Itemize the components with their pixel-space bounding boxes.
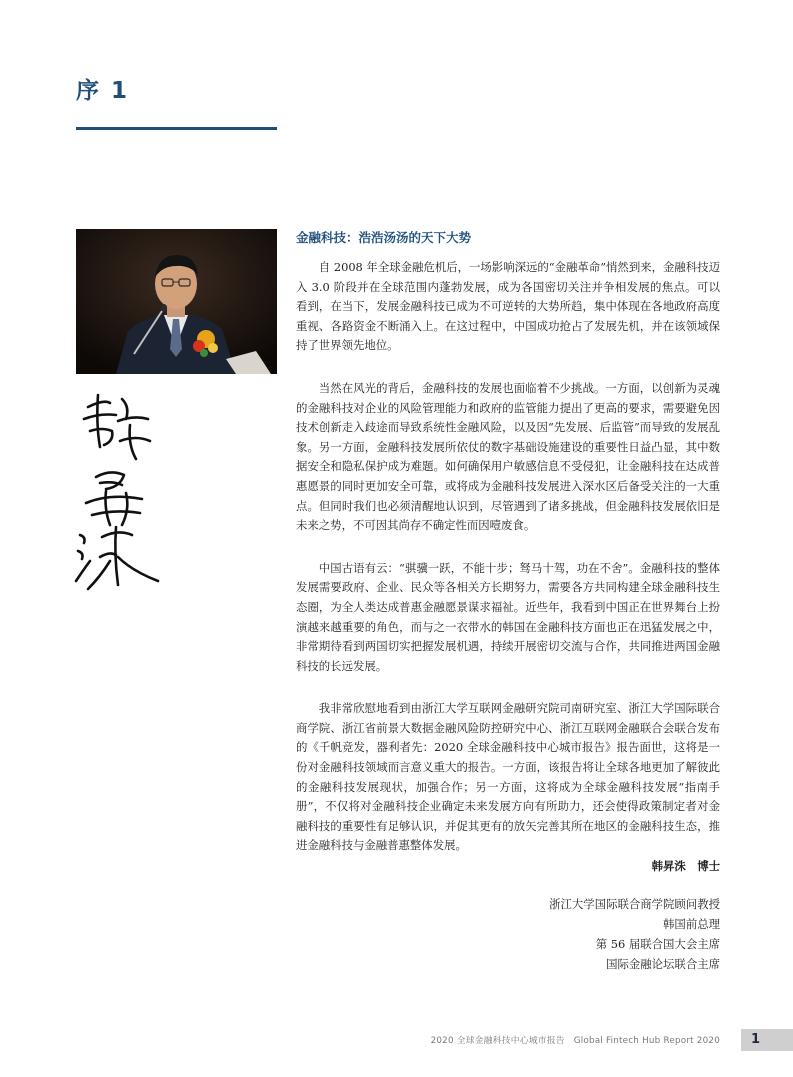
title-underline <box>76 127 277 130</box>
author-signature-block <box>549 858 720 974</box>
page-number: 1 <box>741 1029 793 1051</box>
author-title-3: 第 56 届联合国大会主席 <box>595 937 720 951</box>
author-title-2: 韩国前总理 <box>663 917 720 931</box>
paragraph-4: 我非常欣慰地看到由浙江大学互联网金融研究院司南研究室、浙江大学国际联合商学院、浙江省前景大数据金融风险防控研究中心、浙江互联网金融联合会联合发布的《千帆竞发，器利者先：2020 全球金融科技中心城市报告》报告面世，这将是一份对金融科技领域而言意义重大的报告。一方面，该报告将让全球各地更加了解彼此的金融科技发展现状，加强合作；另一方面，这将成为全球金融科技发展“指南手册”，不仅将对金融科技企业确定未来发展方向有所助力，还会使得政策制定者对金融科技的重要性有足够认识，并促其更有的放矢完善其所在地区的金融科技生态，推进金融科技与金融普惠整体发展。 <box>296 701 720 853</box>
author-name: 韩昇洙 博士 <box>651 859 720 873</box>
paragraph-1: 自 2008 年全球金融危机后，一场影响深远的“金融革命”悄然到来，金融科技迈入 3.0 阶段并在全球范围内蓬勃发展，成为各国密切关注并争相发展的焦点。可以看到，在当下，发展金融科技已成为不可逆转的大势所趋，集中体现在各地政府高度重视、各路资金不断涌入上。在这过程中，中国成功抢占了发展先机，并在该领域保持了世界领先地位。 <box>296 260 720 353</box>
author-title-1: 浙江大学国际联合商学院顾问教授 <box>549 897 720 911</box>
paragraph-2: 当然在风光的背后，金融科技的发展也面临着不少挑战。一方面，以创新为灵魂的金融科技对企业的风险管理能力和政府的监管能力提出了更高的要求，需要避免因技术创新走入歧途而导致系统性金融风险，以及因“先发展、后监管”而导致的发展乱象。另一方面，金融科技发展所依仗的数字基础设施建设的重要性日益凸显，其中数据安全和隐私保护成为难题。如何确保用户敏感信息不受侵犯，让金融科技在达成普惠愿景的同时更加安全可靠，或将成为金融科技发展进入深水区后备受关注的一大重点。但同时我们也必须清醒地认识到，尽管遇到了诸多挑战，但金融科技发展依旧是未来之势，不可因其尚存不确定性而因噎废食。 <box>296 380 720 533</box>
article-heading: 金融科技：浩浩汤汤的天下大势 <box>296 230 472 245</box>
author-title-4: 国际金融论坛联合主席 <box>606 957 720 971</box>
handwritten-signature <box>70 385 165 600</box>
foreword-body <box>296 228 720 879</box>
section-title: 序 1 <box>76 78 130 104</box>
paragraph-3: 中国古语有云：“骐骥一跃，不能十步；驽马十驾，功在不舍”。金融科技的整体发展需要政府、企业、民众等各相关方长期努力，需要各方共同构建全球金融科技生态圈，为全人类达成普惠金融愿景谋求福祉。近些年，我看到中国正在世界舞台上扮演越来越重要的角色，而与之一衣带水的韩国在金融科技方面也正在迅猛发展之中，非常期待看到两国切实把握发展机遇，持续开展密切交流与合作，共同推进两国金融科技的长远发展。 <box>296 560 720 673</box>
footer-report-title: 2020 全球金融科技中心城市报告 Global Fintech Hub Report 2020 <box>430 1036 720 1046</box>
author-photo <box>76 229 277 374</box>
